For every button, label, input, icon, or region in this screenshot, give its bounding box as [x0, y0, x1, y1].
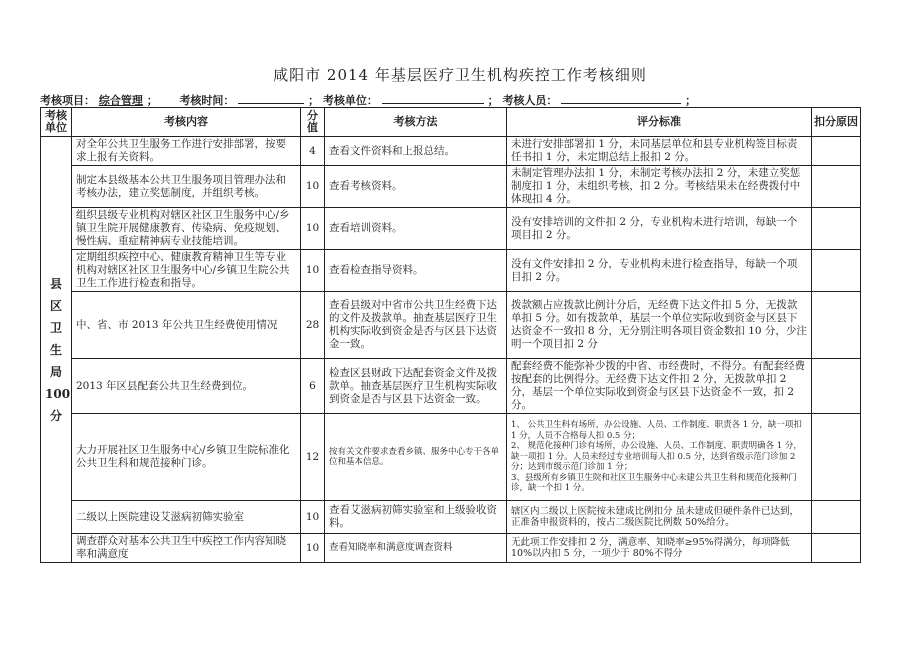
deduct-cell[interactable] — [812, 166, 861, 208]
header-deduct: 扣分原因 — [812, 108, 861, 137]
content-cell: 定期组织疾控中心、健康教育精神卫生等专业机构对辖区社区卫生服务中心/乡镇卫生院公共卫生工作进行检查和指导。 — [72, 250, 301, 292]
deduct-cell[interactable] — [812, 137, 861, 166]
table-row — [41, 166, 861, 208]
content-cell: 中、省、市 2013 年公共卫生经费使用情况 — [72, 292, 301, 359]
criteria-line: 1、 公共卫生科有场所，办公设施、人员、工作制度、职责各 1 分，缺一项扣 1 分，人员不合格每人扣 0.5 分； — [511, 420, 802, 441]
criteria-cell: 无此项工作安排扣 2 分，满意率、知晓率≥95%得满分，每项降低 10%以内扣 5 分，一项少于 80%不得分 — [507, 534, 812, 563]
score-cell: 28 — [301, 292, 325, 359]
method-cell: 查看培训资料。 — [325, 208, 507, 250]
method-cell: 查看县级对中省市公共卫生经费下达的文件及拨款单。抽查基层医疗卫生机构实际收到资金是否与区县下达资金一致。 — [325, 292, 507, 359]
criteria-cell: 没有文件安排扣 2 分，专业机构未进行检查指导，每缺一个项目扣 2 分。 — [507, 250, 812, 292]
method-cell: 查看考核资料。 — [325, 166, 507, 208]
table-row — [41, 250, 861, 292]
criteria-cell: 未进行安排部署扣 1 分，未同基层单位和县专业机构签目标责任书扣 1 分，未定期总结上报扣 2 分。 — [507, 137, 812, 166]
criteria-cell: 辖区内二级以上医院按未建成比例扣分 虽未建成但硬件条件已达到，正准备申报资料的，按占二级医院比例数 50%给分。 — [507, 501, 812, 534]
deduct-cell[interactable] — [812, 250, 861, 292]
score-cell: 10 — [301, 250, 325, 292]
content-cell: 二级以上医院建设艾滋病初筛实验室 — [72, 501, 301, 534]
content-cell: 组织县级专业机构对辖区社区卫生服务中心/乡镇卫生院开展健康教育、传染病、免疫规划、慢性病、重症精神病专业技能培训。 — [72, 208, 301, 250]
score-cell: 10 — [301, 501, 325, 534]
table-row — [41, 414, 861, 501]
header-criteria: 评分标准 — [507, 108, 812, 137]
table-row — [41, 359, 861, 414]
content-cell: 大力开展社区卫生服务中心/乡镇卫生院标准化公共卫生科和规范接种门诊。 — [72, 414, 301, 501]
staff-label: 考核人员： — [502, 94, 558, 107]
page-title: 咸阳市 2014 年基层医疗卫生机构疾控工作考核细则 — [273, 66, 647, 84]
project-label: 考核项目： — [40, 94, 95, 107]
method-cell: 按有关文件要求查看乡镇、服务中心专干各单位和基本信息。 — [325, 414, 507, 501]
criteria-line: 3、县级所有乡镇卫生院和社区卫生服务中心未建公共卫生科和规范化接种门诊，缺一个扣 1 分。 — [511, 472, 797, 494]
project-sep: ； — [146, 94, 158, 107]
criteria-cell: 配套经费不能弥补少拨的中省、市经费时，不得分。有配套经费按配套的比例得分。无经费下达文件扣 2 分，无拨款单扣 2 分，基层一个单位实际收到资金与区县下达资金不一致，扣 2 分。 — [507, 359, 812, 414]
staff-sep: ； — [685, 94, 697, 107]
unit-cell: 县区卫生局100分 — [41, 137, 72, 563]
unit-sep: ； — [487, 94, 499, 107]
unit-field[interactable] — [382, 93, 484, 104]
time-field[interactable] — [238, 93, 304, 104]
form-meta — [40, 92, 860, 108]
table-row — [41, 534, 861, 563]
score-cell: 4 — [301, 137, 325, 166]
deduct-cell[interactable] — [812, 359, 861, 414]
table-row — [41, 292, 861, 359]
criteria-cell — [507, 414, 812, 501]
method-cell: 查看知晓率和满意度调查资料 — [325, 534, 507, 563]
unit-label: 考核单位： — [322, 94, 378, 107]
deduct-cell[interactable] — [812, 501, 861, 534]
method-cell: 查看检查指导资料。 — [325, 250, 507, 292]
method-cell: 检查区县财政下达配套资金文件及拨款单。抽查基层医疗卫生机构实际收到资金是否与区县下达资金一致。 — [325, 359, 507, 414]
content-cell: 制定本县级基本公共卫生服务项目管理办法和考核办法，建立奖惩制度，并组织考核。 — [72, 166, 301, 208]
time-label: 考核时间： — [179, 94, 235, 107]
content-cell: 2013 年区县配套公共卫生经费到位。 — [72, 359, 301, 414]
score-cell: 12 — [301, 414, 325, 501]
score-cell: 10 — [301, 166, 325, 208]
staff-field[interactable] — [561, 93, 681, 104]
header-content: 考核内容 — [72, 108, 301, 137]
method-cell: 查看艾滋病初筛实验室和上级验收资料。 — [325, 501, 507, 534]
header-unit: 考核单位 — [41, 108, 72, 137]
content-cell: 对全年公共卫生服务工作进行安排部署，按要求上报有关资料。 — [72, 137, 301, 166]
time-sep: ； — [308, 94, 320, 107]
project-value: 综合管理 — [98, 94, 143, 107]
criteria-cell: 没有安排培训的文件扣 2 分，专业机构未进行培训，每缺一个项目扣 2 分。 — [507, 208, 812, 250]
deduct-cell[interactable] — [812, 414, 861, 501]
assessment-table — [40, 107, 861, 563]
deduct-cell[interactable] — [812, 208, 861, 250]
deduct-cell[interactable] — [812, 534, 861, 563]
score-cell: 10 — [301, 208, 325, 250]
deduct-cell[interactable] — [812, 292, 861, 359]
score-cell: 10 — [301, 534, 325, 563]
header-score: 分值 — [301, 108, 325, 137]
table-row — [41, 501, 861, 534]
table-row — [41, 137, 861, 166]
table-row — [41, 208, 861, 250]
header-method: 考核方法 — [325, 108, 507, 137]
score-cell: 6 — [301, 359, 325, 414]
criteria-cell: 未制定管理办法扣 1 分，未制定考核办法扣 2 分，未建立奖惩制度扣 1 分，未组织考核，扣 2 分。考核结果未在经费拨付中体现扣 4 分。 — [507, 166, 812, 208]
criteria-line: 2、 规范化接种门诊有场所，办公设施、人员、工作制度、职责明确各 1 分，缺一项扣 1 分。人员未经过专业培训每人扣 0.5 分，达到省级示范门诊加 2 分；达到市级示范门诊加 1 分； — [511, 441, 802, 473]
method-cell: 查看文件资料和上报总结。 — [325, 137, 507, 166]
content-cell: 调查群众对基本公共卫生中疾控工作内容知晓率和满意度 — [72, 534, 301, 563]
criteria-cell: 拨款额占应拨款比例计分后，无经费下达文件扣 5 分，无拨款单扣 5 分。如有拨款单，基层一个单位实际收到资金与区县下达资金不一致扣 8 分，无分别注明各项目资金数扣 10 分，少注明一个项目扣 2 分 — [507, 292, 812, 359]
